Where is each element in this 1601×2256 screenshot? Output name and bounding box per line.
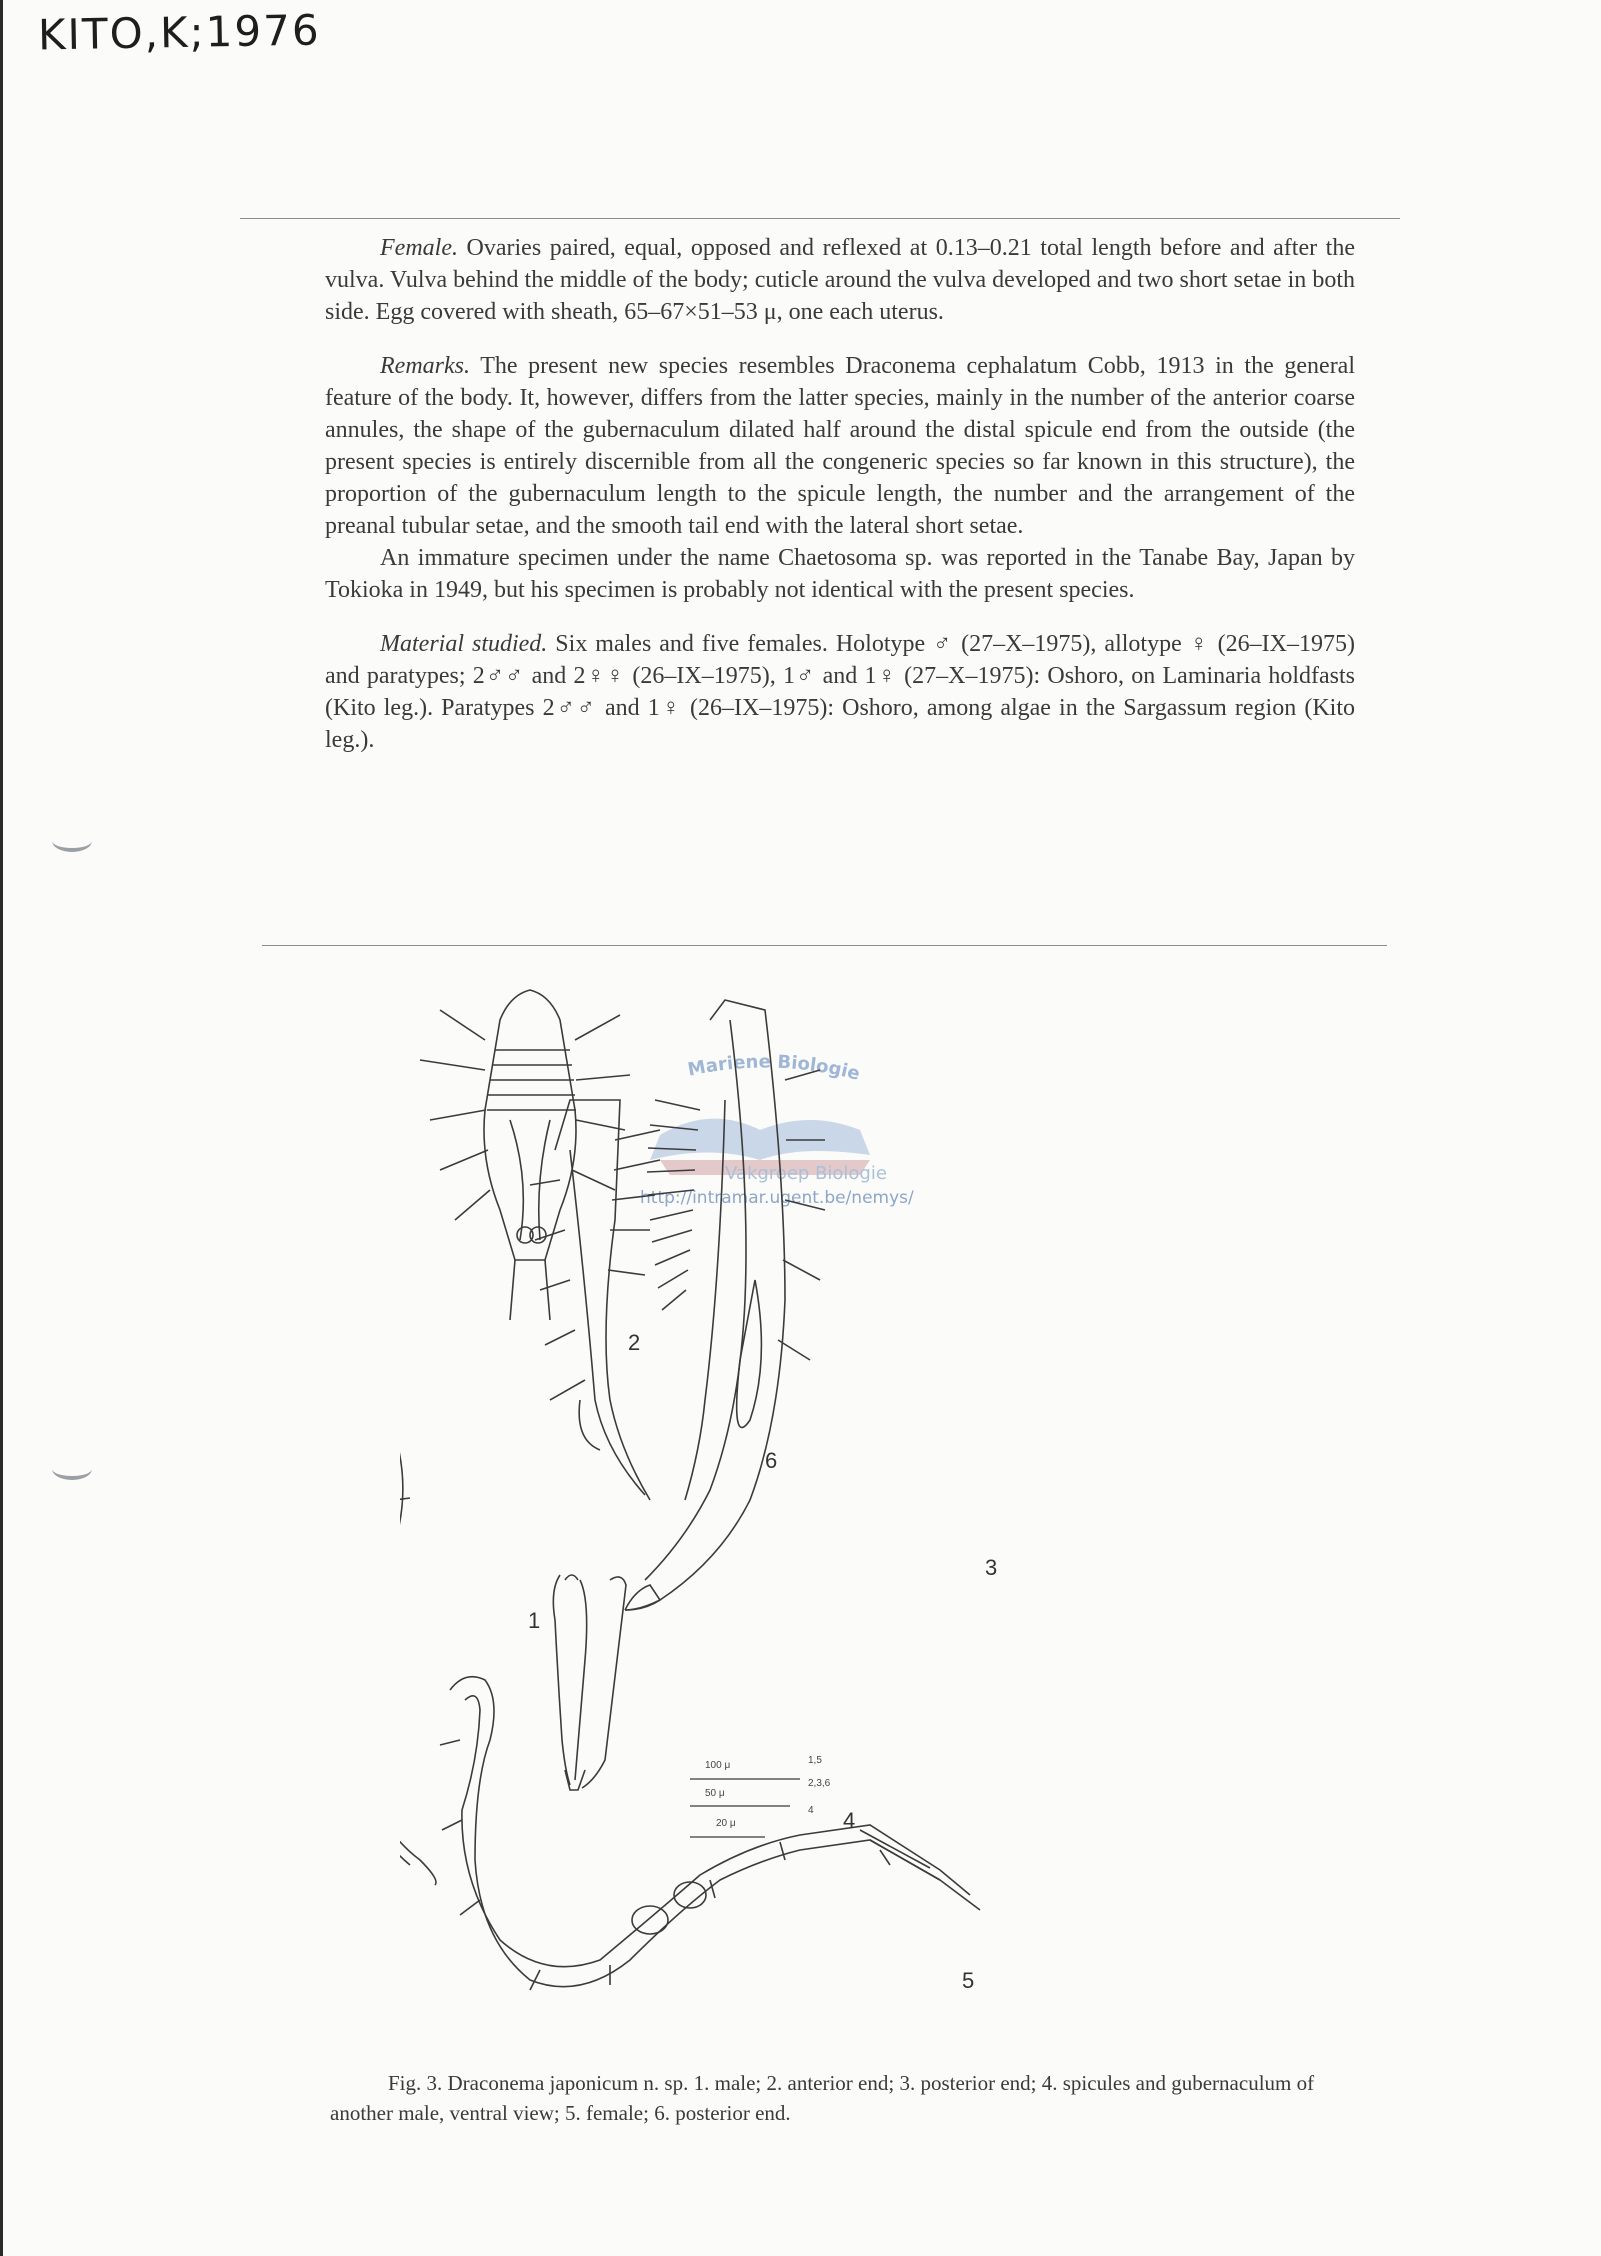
scale-applies-20: 4 [808,1805,814,1816]
punch-hole-top [52,830,92,852]
scale-label-50: 50 μ [705,1788,725,1799]
drawing-posterior-end-6 [530,1100,660,1500]
scale-applies-100: 1,5 [808,1755,822,1766]
top-rule [240,218,1400,219]
paragraph-female: Female. Ovaries paired, equal, opposed and reflexed at 0.13–0.21 total length before and after the vulva. Vulva behind the middle of the body; cuticle around the vulva developed and two short setae in both side. Egg covered with sheath, 65–67×51–53 μ, one each uterus. [325,235,1355,325]
paragraph-material-studied: Material studied. Six males and five females. Holotype ♂ (27–X–1975), allotype ♀ (26–IX–1975) and paratypes; 2♂♂ and 2♀♀ (26–IX–1975), 1♂ and 1♀ (27–X–1975): Oshoro, on Laminaria holdfasts (Kito leg.). Paratypes 2♂♂ and 1♀ (26–IX–1975): Oshoro, among algae in the Sargassum region (Kito leg.). [325,631,1355,753]
figure-top-rule [262,945,1387,946]
scale-label-100: 100 μ [705,1760,731,1771]
drawing-posterior-end-3 [625,1000,825,1610]
watermark-title: Mariene Biologie [685,1051,863,1085]
figure-caption: Fig. 3. Draconema japonicum n. sp. 1. male; 2. anterior end; 3. posterior end; 4. spicules and gubernaculum of another male, ventral view; 5. female; 6. posterior end. [330,2071,1315,2125]
figure-label-6: 6 [765,1448,778,1473]
paragraph-immature-specimen: An immature specimen under the name Chaetosoma sp. was reported in the Tanabe Bay, Japan by Tokioka in 1949, but his specimen is probably not identical with the present species. [325,545,1355,603]
figure-drawings [400,980,1280,2080]
paragraph-remarks: Remarks. The present new species resembles Draconema cephalatum Cobb, 1913 in the general feature of the body. It, however, differs from the latter species, mainly in the number of the anterior coarse annules, the shape of the gubernaculum dilated half around the distal spicule end from the outside (the present species is entirely discernible from all the congeneric species so far known in this structure), the proportion of the gubernaculum length to the spicule length, the number and the arrangement of the preanal tubular setae, and the smooth tail end with the lateral short setae. [325,353,1355,539]
figure-label-4: 4 [843,1808,856,1833]
scale-applies-50: 2,3,6 [808,1778,831,1789]
figure-label-3: 3 [985,1555,998,1580]
drawing-male [400,1265,436,1885]
drawing-female [440,1677,980,1990]
figure-label-2: 2 [628,1330,641,1355]
punch-hole-bottom [52,1458,92,1480]
drawing-anterior-end [420,990,630,1320]
watermark-subtitle: Vakgroep Biologie [725,1163,887,1184]
figure-label-5: 5 [962,1968,975,1993]
body-text [325,232,1355,756]
drawing-spicules [553,1575,626,1790]
watermark-url: http://intramar.ugent.be/nemys/ [640,1188,914,1208]
page-left-edge [0,0,3,2256]
figure-label-1: 1 [528,1608,541,1633]
scale-label-20: 20 μ [716,1818,736,1829]
handwritten-reference-note: KITO,K;1976 [37,5,321,60]
